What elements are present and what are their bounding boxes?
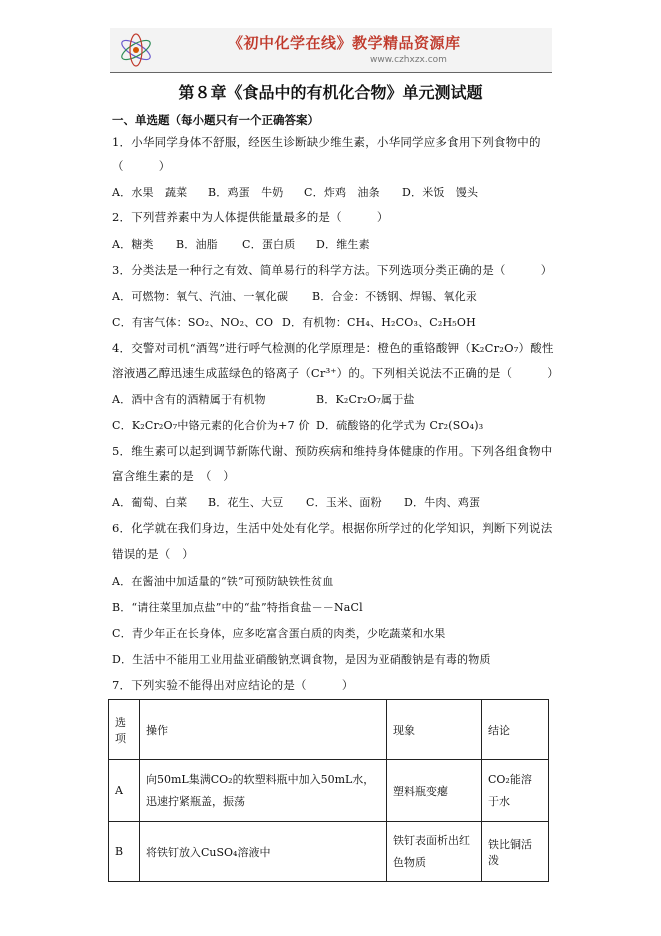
option-d: D．硫酸铬的化学式为 Cr₂(SO₄)₃	[316, 419, 484, 432]
question-5-line-1: 5．维生素可以起到调节新陈代谢、预防疾病和维持身体健康的作用。下列各组食物中	[112, 444, 553, 458]
question-6-line-1: 6．化学就在我们身边，生活中处处有化学。根据你所学过的化学知识，判断下列说法	[112, 521, 553, 535]
experiment-table	[108, 699, 549, 882]
option-d: D．有机物：CH₄、H₂CO₃、C₂H₅OH	[282, 316, 476, 329]
header-banner	[110, 28, 552, 72]
option-b: B．K₂Cr₂O₇属于盐	[316, 393, 415, 406]
question-6-option-d: D．生活中不能用工业用盐亚硝酸钠烹调食物，是因为亚硝酸钠是有毒的物质	[112, 653, 491, 666]
table-header-cell: 选项	[109, 700, 140, 760]
table-cell: 向50mL集满CO₂的软塑料瓶中加入50mL水，迅速拧紧瓶盖，振荡	[140, 760, 387, 822]
question-5-line-2: 富含维生素的是 （ ）	[112, 469, 235, 483]
option-c: C．炸鸡 油条	[304, 186, 380, 199]
question-3-options-row-1	[112, 288, 477, 304]
option-c: C．K₂Cr₂O₇中铬元素的化合价为+7 价	[112, 419, 310, 432]
question-4-line-2: 溶液遇乙醇迅速生成蓝绿色的铬离子（Cr³⁺）的。下列相关说法不正确的是（ ）	[112, 366, 559, 380]
option-a: A．糖类	[112, 238, 154, 251]
question-4-line-1: 4．交警对司机“酒驾”进行呼气检测的化学原理是：橙色的重铬酸钾（K₂Cr₂O₇）酸性	[112, 341, 554, 355]
option-a: A．可燃物：氧气、汽油、一氧化碳	[112, 290, 289, 303]
option-b: B．花生、大豆	[208, 496, 284, 509]
banner-title: 《初中化学在线》教学精品资源库	[228, 34, 461, 52]
question-6-option-c: C．青少年正在长身体，应多吃富含蛋白质的肉类，少吃蔬菜和水果	[112, 627, 446, 640]
table-cell: 铁钉表面析出红色物质	[387, 822, 482, 882]
banner-divider	[110, 72, 552, 73]
table-row	[109, 760, 549, 822]
question-2-line-1: 2．下列营养素中为人体提供能量最多的是（ ）	[112, 210, 389, 224]
option-a: A．水果 蔬菜	[112, 186, 188, 199]
table-header-cell: 结论	[482, 700, 549, 760]
question-6-option-b: B．“请往菜里加点盐”中的“盐”特指食盐－－NaCl	[112, 601, 363, 614]
question-7-line-1: 7．下列实验不能得出对应结论的是（ ）	[112, 678, 354, 692]
banner-url: www.czhxzx.com	[370, 55, 447, 65]
table-header-row	[109, 700, 549, 760]
table-cell: B	[109, 822, 140, 882]
option-c: C．玉米、面粉	[306, 496, 382, 509]
table-cell: A	[109, 760, 140, 822]
table-header-cell: 操作	[140, 700, 387, 760]
question-1-line-2: （ ）	[112, 159, 171, 173]
question-3-options-row-2	[112, 314, 476, 330]
question-4-options-row-2	[112, 417, 483, 433]
option-b: B．油脂	[176, 238, 218, 251]
option-c: C．蛋白质	[242, 238, 296, 251]
question-5-options	[112, 494, 480, 510]
option-a: A．酒中含有的酒精属于有机物	[112, 393, 266, 406]
table-header-cell: 现象	[387, 700, 482, 760]
question-4-options-row-1	[112, 391, 415, 407]
question-1-options	[112, 184, 478, 200]
page-title: 第８章《食品中的有机化合物》单元测试题	[178, 83, 483, 102]
option-b: B．合金：不锈钢、焊锡、氧化汞	[312, 290, 478, 303]
option-d: D．维生素	[316, 238, 370, 251]
table-cell: 将铁钉放入CuSO₄溶液中	[140, 822, 387, 882]
option-d: D．牛肉、鸡蛋	[404, 496, 481, 509]
question-6-line-2: 错误的是（ ）	[112, 547, 194, 561]
question-6-option-a: A．在酱油中加适量的“铁”可预防缺铁性贫血	[112, 575, 334, 588]
section-heading: 一、单选题（每小题只有一个正确答案）	[112, 113, 319, 127]
option-d: D．米饭 馒头	[402, 186, 479, 199]
table-cell: 铁比铜活泼	[482, 822, 549, 882]
question-2-options	[112, 236, 370, 252]
option-c: C．有害气体：SO₂、NO₂、CO	[112, 316, 274, 329]
question-3-line-1: 3．分类法是一种行之有效、简单易行的科学方法。下列选项分类正确的是（ ）	[112, 263, 553, 277]
question-1-line-1: 1．小华同学身体不舒服，经医生诊断缺少维生素，小华同学应多食用下列食物中的	[112, 135, 541, 149]
table-row	[109, 822, 549, 882]
table-cell: CO₂能溶于水	[482, 760, 549, 822]
option-b: B．鸡蛋 牛奶	[208, 186, 284, 199]
table-cell: 塑料瓶变瘪	[387, 760, 482, 822]
option-a: A．葡萄、白菜	[112, 496, 188, 509]
atom-logo-icon	[116, 32, 156, 68]
